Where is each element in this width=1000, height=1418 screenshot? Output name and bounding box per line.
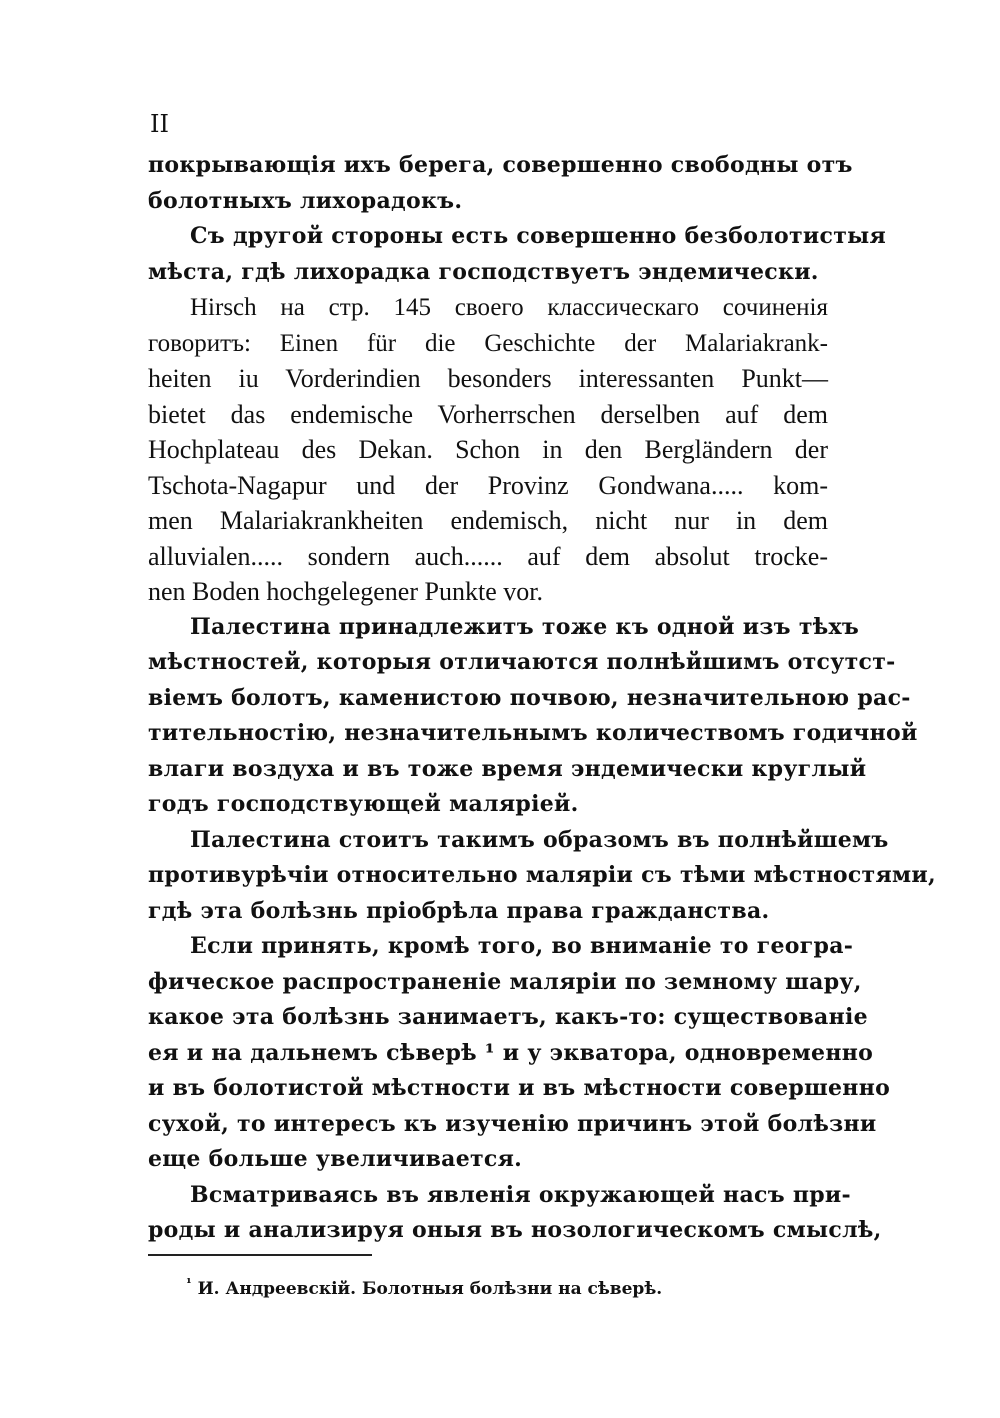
body-text [148, 148, 936, 1249]
text-line: покрывающія ихъ берега, совершенно свободны отъ [148, 152, 853, 178]
footnote-rule [148, 1254, 372, 1256]
text-line: ея и на дальнемъ сѣверѣ ¹ и у экватора, одновременно [148, 1039, 874, 1066]
text-line: тительностію, незначительнымъ количествомъ годичной [148, 720, 918, 746]
text-line: Палестина стоитъ такимъ образомъ въ полнѣйшемъ [190, 826, 889, 853]
text-line: говоритъ: Einen für die Geschichte der Malariakrank- [148, 329, 828, 357]
text-line: heiten iu Vorderindien besonders interessanten Punkt— [148, 364, 828, 393]
text-line: bietet das endemische Vorherrschen derselben auf dem [148, 399, 828, 429]
text-line: противурѣчіи относительно маляріи съ тѣми мѣстностями, [148, 862, 936, 888]
text-line: гдѣ эта болѣзнь пріобрѣла права гражданства. [148, 897, 770, 924]
page-number: II [150, 110, 169, 138]
text-line: и въ болотистой мѣстности и въ мѣстности совершенно [148, 1075, 891, 1101]
text-line: Hirsch на стр. 145 своего классическаго сочиненія [190, 294, 828, 321]
text-line: Если принять, кромѣ того, во вниманіе то геогра- [190, 933, 854, 959]
text-line: влаги воздуха и въ тоже время эндемически круглый [148, 755, 867, 782]
text-line: мѣста, гдѣ лихорадка господствуетъ эндемически. [148, 258, 819, 285]
text-line: роды и анализируя оныя въ нозологическомъ смыслѣ, [148, 1217, 882, 1243]
text-line: Hochplateau des Dekan. Schon in den Bergländern der [148, 435, 828, 464]
text-line: Всматриваясь въ явленія окружающей насъ при- [190, 1181, 851, 1208]
text-line: какое эта болѣзнь занимаетъ, какъ-то: существованіе [148, 1004, 868, 1030]
text-line: віемъ болотъ, каменистою почвою, незначительною рас- [148, 684, 911, 711]
footnote-marker: ¹ [186, 1276, 192, 1292]
footnote [186, 1278, 662, 1300]
footnote-text: И. Андреевскій. Болотныя болѣзни на сѣверѣ. [197, 1279, 663, 1299]
text-line: alluvialen..... sondern auch...... auf dem absolut trocke- [148, 541, 828, 571]
text-line: сухой, то интересъ къ изученію причинъ этой болѣзни [148, 1110, 877, 1137]
text-line: nen Boden hochgelegener Punkte vor. [148, 577, 543, 606]
text-line: Tschota-Nagapur und der Provinz Gondwana..... kom- [148, 470, 828, 500]
text-line: фическое распространеніе маляріи по земному шару, [148, 968, 862, 995]
text-line: годъ господствующей маляріей. [148, 791, 579, 817]
text-line: еще больше увеличивается. [148, 1146, 523, 1172]
text-line: Палестина принадлежитъ тоже къ одной изъ тѣхъ [190, 613, 860, 640]
text-line: болотныхъ лихорадокъ. [148, 187, 463, 214]
text-line: men Malariakrankheiten endemisch, nicht nur in dem [148, 506, 828, 535]
text-line: Съ другой стороны есть совершенно безболотистыя [190, 223, 887, 249]
text-line: мѣстностей, которыя отличаются полнѣйшимъ отсутст- [148, 649, 896, 675]
